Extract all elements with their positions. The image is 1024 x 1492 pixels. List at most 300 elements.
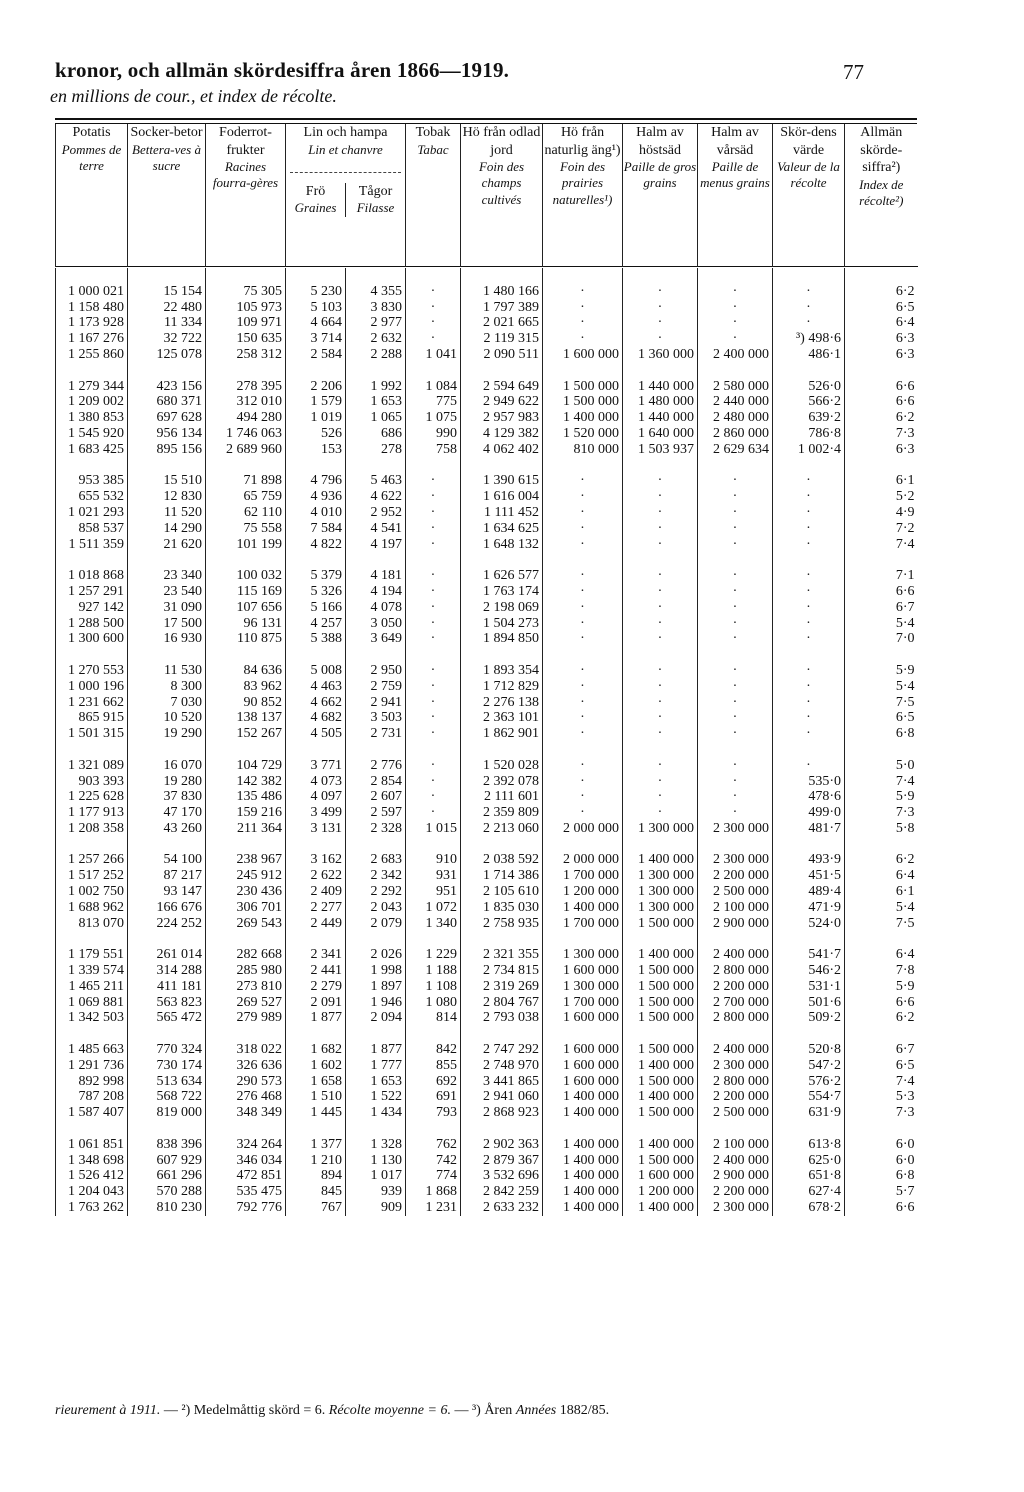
table-cell: 2 400 000 — [698, 947, 773, 963]
table-cell: 2 759 — [346, 679, 406, 695]
table-cell: · — [698, 521, 773, 537]
table-cell: 11 530 — [128, 663, 206, 679]
table-cell: 1 700 000 — [543, 868, 623, 884]
table-cell: · — [406, 805, 461, 821]
table-cell: · — [698, 473, 773, 489]
column-header-tagor: Tågor — [358, 183, 393, 199]
table-cell: 1 504 273 — [461, 616, 543, 632]
table-cell: · — [623, 473, 698, 489]
table-cell: 2 321 355 — [461, 947, 543, 963]
table-cell: 1 208 358 — [56, 821, 128, 837]
table-cell: 1 075 — [406, 410, 461, 426]
table-cell: · — [773, 473, 845, 489]
table-cell: 4 796 — [286, 473, 346, 489]
table-cell: · — [543, 758, 623, 774]
table-cell: · — [543, 663, 623, 679]
table-row — [56, 695, 918, 711]
table-cell: · — [623, 489, 698, 505]
table-cell: 75 305 — [206, 284, 286, 300]
table-cell: 956 134 — [128, 426, 206, 442]
table-cell: 1 626 577 — [461, 568, 543, 584]
table-cell: 1 400 000 — [543, 1089, 623, 1105]
column-header-skordens-varde: Skör-dens värde Valeur de la récolte — [773, 124, 845, 267]
table-cell: 11 520 — [128, 505, 206, 521]
table-cell: · — [543, 616, 623, 632]
table-row — [56, 868, 918, 884]
table-cell: · — [543, 521, 623, 537]
table-row — [56, 300, 918, 316]
table-cell: 6·5 — [895, 1057, 915, 1073]
table-cell: 951 — [406, 884, 461, 900]
table-cell: 1 700 000 — [543, 995, 623, 1011]
table-cell: 104 729 — [206, 758, 286, 774]
table-cell: 269 527 — [206, 995, 286, 1011]
table-cell: 1 500 000 — [623, 916, 698, 932]
table-cell: 1 763 262 — [56, 1200, 128, 1216]
table-row — [56, 1042, 918, 1058]
table-cell: 32 722 — [128, 331, 206, 347]
table-cell: 15 510 — [128, 473, 206, 489]
table-cell: · — [623, 284, 698, 300]
table-cell: 2 079 — [346, 916, 406, 932]
table-cell: 1 209 002 — [56, 394, 128, 410]
table-cell: 1 688 962 — [56, 900, 128, 916]
table-cell: 4 129 382 — [461, 426, 543, 442]
table-cell: 1 339 574 — [56, 963, 128, 979]
table-cell: 3 162 — [286, 852, 346, 868]
table-cell: 290 573 — [206, 1074, 286, 1090]
table-cell: 613·8 — [773, 1137, 845, 1153]
table-cell: 4 662 — [286, 695, 346, 711]
table-cell: 1 862 901 — [461, 726, 543, 742]
table-cell: 4 541 — [346, 521, 406, 537]
table-cell: 10 520 — [128, 710, 206, 726]
table-cell: 489·4 — [773, 884, 845, 900]
table-cell: 931 — [406, 868, 461, 884]
table-cell: 631·9 — [773, 1105, 845, 1121]
table-cell: 1 041 — [406, 347, 461, 363]
table-cell: 1 510 — [286, 1089, 346, 1105]
table-cell: 4 197 — [346, 537, 406, 553]
table-cell: 858 537 — [56, 521, 128, 537]
table-cell: 1 300 600 — [56, 631, 128, 647]
table-cell: · — [406, 537, 461, 553]
table-cell: 1 400 000 — [623, 852, 698, 868]
table-cell: 1 634 625 — [461, 521, 543, 537]
table-cell: 6·5 — [895, 299, 915, 315]
table-cell: 5·9 — [895, 789, 915, 805]
table-cell: · — [773, 726, 845, 742]
table-cell: 23 340 — [128, 568, 206, 584]
table-cell: 5 463 — [346, 473, 406, 489]
table-cell: 3 830 — [346, 300, 406, 316]
table-cell: 838 396 — [128, 1137, 206, 1153]
table-cell: 278 — [346, 442, 406, 458]
table-cell: 1 893 354 — [461, 663, 543, 679]
table-cell: 7·3 — [895, 1105, 915, 1121]
table-cell: 2 731 — [346, 726, 406, 742]
table-cell: 1 500 000 — [543, 394, 623, 410]
table-cell: 62 110 — [206, 505, 286, 521]
table-cell: 6·3 — [895, 331, 915, 347]
row-group — [56, 552, 918, 647]
table-cell: · — [623, 774, 698, 790]
table-cell: 1 321 089 — [56, 758, 128, 774]
table-cell: 1 065 — [346, 410, 406, 426]
table-cell: 792 776 — [206, 1200, 286, 1216]
table-cell: 1 600 000 — [623, 1168, 698, 1184]
table-cell: · — [773, 505, 845, 521]
table-cell: · — [623, 695, 698, 711]
table-cell: 1 400 000 — [543, 410, 623, 426]
table-cell: 1 257 291 — [56, 584, 128, 600]
table-cell: 2 868 923 — [461, 1105, 543, 1121]
table-cell: 21 620 — [128, 537, 206, 553]
table-cell: · — [406, 331, 461, 347]
table-row — [56, 726, 918, 742]
table-cell: 326 636 — [206, 1058, 286, 1074]
table-cell: 1 897 — [346, 979, 406, 995]
table-cell: · — [406, 758, 461, 774]
table-cell: 4 097 — [286, 789, 346, 805]
table-cell: · — [698, 315, 773, 331]
table-row — [56, 963, 918, 979]
table-cell: 1 400 000 — [623, 1137, 698, 1153]
table-cell: 6·4 — [895, 868, 915, 884]
table-cell: 524·0 — [773, 916, 845, 932]
table-cell: 11 334 — [128, 315, 206, 331]
table-cell: 2 941 060 — [461, 1089, 543, 1105]
table-cell: 2 440 000 — [698, 394, 773, 410]
table-cell: 7·4 — [895, 773, 915, 789]
table-cell: 6·2 — [895, 283, 915, 299]
table-cell: · — [623, 584, 698, 600]
table-cell: 23 540 — [128, 584, 206, 600]
table-cell: 423 156 — [128, 379, 206, 395]
table-cell: 83 962 — [206, 679, 286, 695]
table-cell: 71 898 — [206, 473, 286, 489]
table-cell: 5·9 — [895, 978, 915, 994]
table-cell: 2 359 809 — [461, 805, 543, 821]
table-cell: · — [623, 616, 698, 632]
table-cell: 5·3 — [895, 1089, 915, 1105]
table-cell: · — [406, 505, 461, 521]
table-cell: 1 835 030 — [461, 900, 543, 916]
table-cell: · — [698, 284, 773, 300]
table-cell: 1 072 — [406, 900, 461, 916]
table-cell: 2 584 — [286, 347, 346, 363]
table-cell: 6·6 — [895, 378, 915, 394]
table-cell: 2 804 767 — [461, 995, 543, 1011]
table-cell: 499·0 — [773, 805, 845, 821]
table-cell: 471·9 — [773, 900, 845, 916]
table-cell: 1 017 — [346, 1168, 406, 1184]
table-cell: · — [543, 805, 623, 821]
table-cell: · — [406, 568, 461, 584]
table-cell: 4·9 — [895, 504, 915, 520]
table-cell: 6·2 — [895, 1010, 915, 1026]
table-cell: 2 319 269 — [461, 979, 543, 995]
table-cell: 245 912 — [206, 868, 286, 884]
table-cell: 1 021 293 — [56, 505, 128, 521]
table-cell: 3 771 — [286, 758, 346, 774]
table-cell: · — [623, 315, 698, 331]
table-cell: 2 038 592 — [461, 852, 543, 868]
table-cell: 2 977 — [346, 315, 406, 331]
table-cell: 7·3 — [895, 805, 915, 821]
table-cell: 1 500 000 — [623, 1153, 698, 1169]
table-cell: 1 500 000 — [623, 963, 698, 979]
table-cell: 5·2 — [895, 489, 915, 505]
table-cell: 8 300 — [128, 679, 206, 695]
table-row — [56, 631, 918, 647]
table-cell: 535 475 — [206, 1184, 286, 1200]
table-cell: · — [543, 284, 623, 300]
table-cell: 1 000 196 — [56, 679, 128, 695]
table-cell: 2 632 — [346, 331, 406, 347]
table-cell: 153 — [286, 442, 346, 458]
table-cell: 4 078 — [346, 600, 406, 616]
table-cell: 1 600 000 — [543, 1042, 623, 1058]
table-cell: 1 400 000 — [543, 1137, 623, 1153]
table-cell: 5 326 — [286, 584, 346, 600]
table-cell: 1 683 425 — [56, 442, 128, 458]
table-cell: 2 342 — [346, 868, 406, 884]
table-cell: · — [773, 315, 845, 331]
table-cell: 1 480 166 — [461, 284, 543, 300]
table-cell: 4 505 — [286, 726, 346, 742]
table-cell: 2 902 363 — [461, 1137, 543, 1153]
table-cell: 138 137 — [206, 710, 286, 726]
table-cell: 1 714 386 — [461, 868, 543, 884]
table-cell: 6·7 — [895, 1042, 915, 1058]
table-cell: 6·7 — [895, 599, 915, 615]
table-cell: 486·1 — [773, 347, 845, 363]
table-cell: 7 584 — [286, 521, 346, 537]
table-cell: · — [406, 663, 461, 679]
table-cell: 2 854 — [346, 774, 406, 790]
table-cell: · — [623, 568, 698, 584]
table-cell: 1 300 000 — [543, 947, 623, 963]
table-cell: · — [773, 663, 845, 679]
table-cell: 2 748 970 — [461, 1058, 543, 1074]
table-cell: 1 480 000 — [623, 394, 698, 410]
table-cell: 1 500 000 — [623, 979, 698, 995]
table-cell: 1 600 000 — [543, 963, 623, 979]
table-cell: 2 300 000 — [698, 821, 773, 837]
table-cell: 813 070 — [56, 916, 128, 932]
table-cell: 990 — [406, 426, 461, 442]
table-cell: 547·2 — [773, 1058, 845, 1074]
table-row — [56, 663, 918, 679]
table-cell: 1 600 000 — [543, 1058, 623, 1074]
table-cell: 2 594 649 — [461, 379, 543, 395]
table-cell: 37 830 — [128, 789, 206, 805]
table-cell: 152 267 — [206, 726, 286, 742]
table-cell: 1 015 — [406, 821, 461, 837]
table-cell: · — [543, 584, 623, 600]
table-cell: · — [623, 537, 698, 553]
table-cell: 4 822 — [286, 537, 346, 553]
table-cell: 568 722 — [128, 1089, 206, 1105]
table-cell: 101 199 — [206, 537, 286, 553]
table-cell: 1 300 000 — [543, 979, 623, 995]
table-cell: 150 635 — [206, 331, 286, 347]
table-cell: 6·5 — [895, 710, 915, 726]
table-cell: 2 900 000 — [698, 916, 773, 932]
page-number: 77 — [843, 60, 864, 84]
table-cell: 1 300 000 — [623, 868, 698, 884]
table-cell: 1 018 868 — [56, 568, 128, 584]
table-cell: 261 014 — [128, 947, 206, 963]
table-cell: · — [698, 505, 773, 521]
table-cell: 1 600 000 — [543, 347, 623, 363]
table-cell: 1 225 628 — [56, 789, 128, 805]
table-cell: 1 894 850 — [461, 631, 543, 647]
table-cell: 892 998 — [56, 1074, 128, 1090]
table-cell: 4 355 — [346, 284, 406, 300]
table-cell: 1 204 043 — [56, 1184, 128, 1200]
table-cell: 1 579 — [286, 394, 346, 410]
table-cell: 1 400 000 — [543, 1153, 623, 1169]
table-cell: 1 080 — [406, 995, 461, 1011]
table-cell: 5 008 — [286, 663, 346, 679]
table-cell: 6·8 — [895, 726, 915, 742]
table-row — [56, 789, 918, 805]
table-cell: 1 520 028 — [461, 758, 543, 774]
table-cell: 680 371 — [128, 394, 206, 410]
table-cell: 1 288 500 — [56, 616, 128, 632]
table-cell: 2 400 000 — [698, 1042, 773, 1058]
column-header-ho-naturlig: Hö från naturlig äng¹) Foin des prairies naturelles¹) — [543, 124, 623, 267]
table-cell: 2 213 060 — [461, 821, 543, 837]
table-cell: 1 640 000 — [623, 426, 698, 442]
table-cell: · — [698, 300, 773, 316]
table-cell: 142 382 — [206, 774, 286, 790]
column-header-potatis: Potatis Pommes de terre — [56, 124, 128, 267]
table-row — [56, 774, 918, 790]
table-cell: 5 166 — [286, 600, 346, 616]
table-cell: 4 181 — [346, 568, 406, 584]
table-cell: 1 167 276 — [56, 331, 128, 347]
table-cell: 5 230 — [286, 284, 346, 300]
table-cell: · — [543, 473, 623, 489]
table-cell: 451·5 — [773, 868, 845, 884]
table-cell: 1 992 — [346, 379, 406, 395]
table-cell: 1 200 000 — [623, 1184, 698, 1200]
table-cell: 2 300 000 — [698, 852, 773, 868]
table-cell: 2 100 000 — [698, 1137, 773, 1153]
table-cell: 2 206 — [286, 379, 346, 395]
table-cell: 5·4 — [895, 615, 915, 631]
table-cell: · — [406, 473, 461, 489]
table-cell: · — [623, 710, 698, 726]
table-row — [56, 900, 918, 916]
table-cell: · — [406, 600, 461, 616]
table-cell: 47 170 — [128, 805, 206, 821]
table-cell: 1 328 — [346, 1137, 406, 1153]
table-cell: 570 288 — [128, 1184, 206, 1200]
table-cell: · — [698, 331, 773, 347]
table-cell: 4 463 — [286, 679, 346, 695]
table-cell: · — [543, 774, 623, 790]
table-cell: 285 980 — [206, 963, 286, 979]
table-cell: · — [406, 300, 461, 316]
table-cell: 6·8 — [895, 1168, 915, 1184]
table-cell: 895 156 — [128, 442, 206, 458]
table-cell: 1 400 000 — [623, 1089, 698, 1105]
table-cell: · — [698, 726, 773, 742]
table-cell: 2 734 815 — [461, 963, 543, 979]
table-row — [56, 394, 918, 410]
table-cell: 1 712 829 — [461, 679, 543, 695]
table-cell: 2 941 — [346, 695, 406, 711]
table-cell: 5·8 — [895, 820, 915, 836]
table-cell: · — [543, 315, 623, 331]
table-cell: 2 043 — [346, 900, 406, 916]
table-row — [56, 758, 918, 774]
table-cell: 100 032 — [206, 568, 286, 584]
table-cell: 6·1 — [895, 884, 915, 900]
table-cell: 493·9 — [773, 852, 845, 868]
table-cell: 2 091 — [286, 995, 346, 1011]
table-cell: 2 793 038 — [461, 1010, 543, 1026]
table-cell: 953 385 — [56, 473, 128, 489]
table-cell: · — [773, 537, 845, 553]
table-cell: · — [543, 726, 623, 742]
table-cell: 6·6 — [895, 994, 915, 1010]
row-group — [56, 837, 918, 932]
page-subtitle: en millions de cour., et index de récolte. — [50, 86, 337, 106]
table-cell: 324 264 — [206, 1137, 286, 1153]
table-cell: 566·2 — [773, 394, 845, 410]
table-cell: 546·2 — [773, 963, 845, 979]
table-cell: 786·8 — [773, 426, 845, 442]
table-cell: 1 434 — [346, 1105, 406, 1121]
table-row — [56, 331, 918, 347]
table-cell: · — [698, 600, 773, 616]
column-header-foderrotfrukter: Foderrot-frukter Racines fourra-gères — [206, 124, 286, 267]
table-cell: 7·5 — [895, 915, 915, 931]
table-cell: 678·2 — [773, 1200, 845, 1216]
table-cell: 2 622 — [286, 868, 346, 884]
table-cell: 2 776 — [346, 758, 406, 774]
table-row — [56, 379, 918, 395]
table-cell: 1 600 000 — [543, 1074, 623, 1090]
table-cell: 31 090 — [128, 600, 206, 616]
table-cell: 520·8 — [773, 1042, 845, 1058]
table-cell: · — [773, 568, 845, 584]
table-cell: 513 634 — [128, 1074, 206, 1090]
table-row — [56, 442, 918, 458]
table-cell: 2 633 232 — [461, 1200, 543, 1216]
table-cell: 19 280 — [128, 774, 206, 790]
table-cell: 1 002·4 — [773, 442, 845, 458]
table-cell: 526 — [286, 426, 346, 442]
table-cell: 939 — [346, 1184, 406, 1200]
table-cell: 1 340 — [406, 916, 461, 932]
table-cell: 1 400 000 — [623, 1058, 698, 1074]
table-cell: 607 929 — [128, 1153, 206, 1169]
table-row — [56, 315, 918, 331]
table-cell: 1 440 000 — [623, 410, 698, 426]
table-cell: · — [543, 695, 623, 711]
table-cell: 1 511 359 — [56, 537, 128, 553]
table-cell: 3 503 — [346, 710, 406, 726]
table-cell: 1 400 000 — [543, 1168, 623, 1184]
table-cell: · — [543, 631, 623, 647]
table-row — [56, 600, 918, 616]
